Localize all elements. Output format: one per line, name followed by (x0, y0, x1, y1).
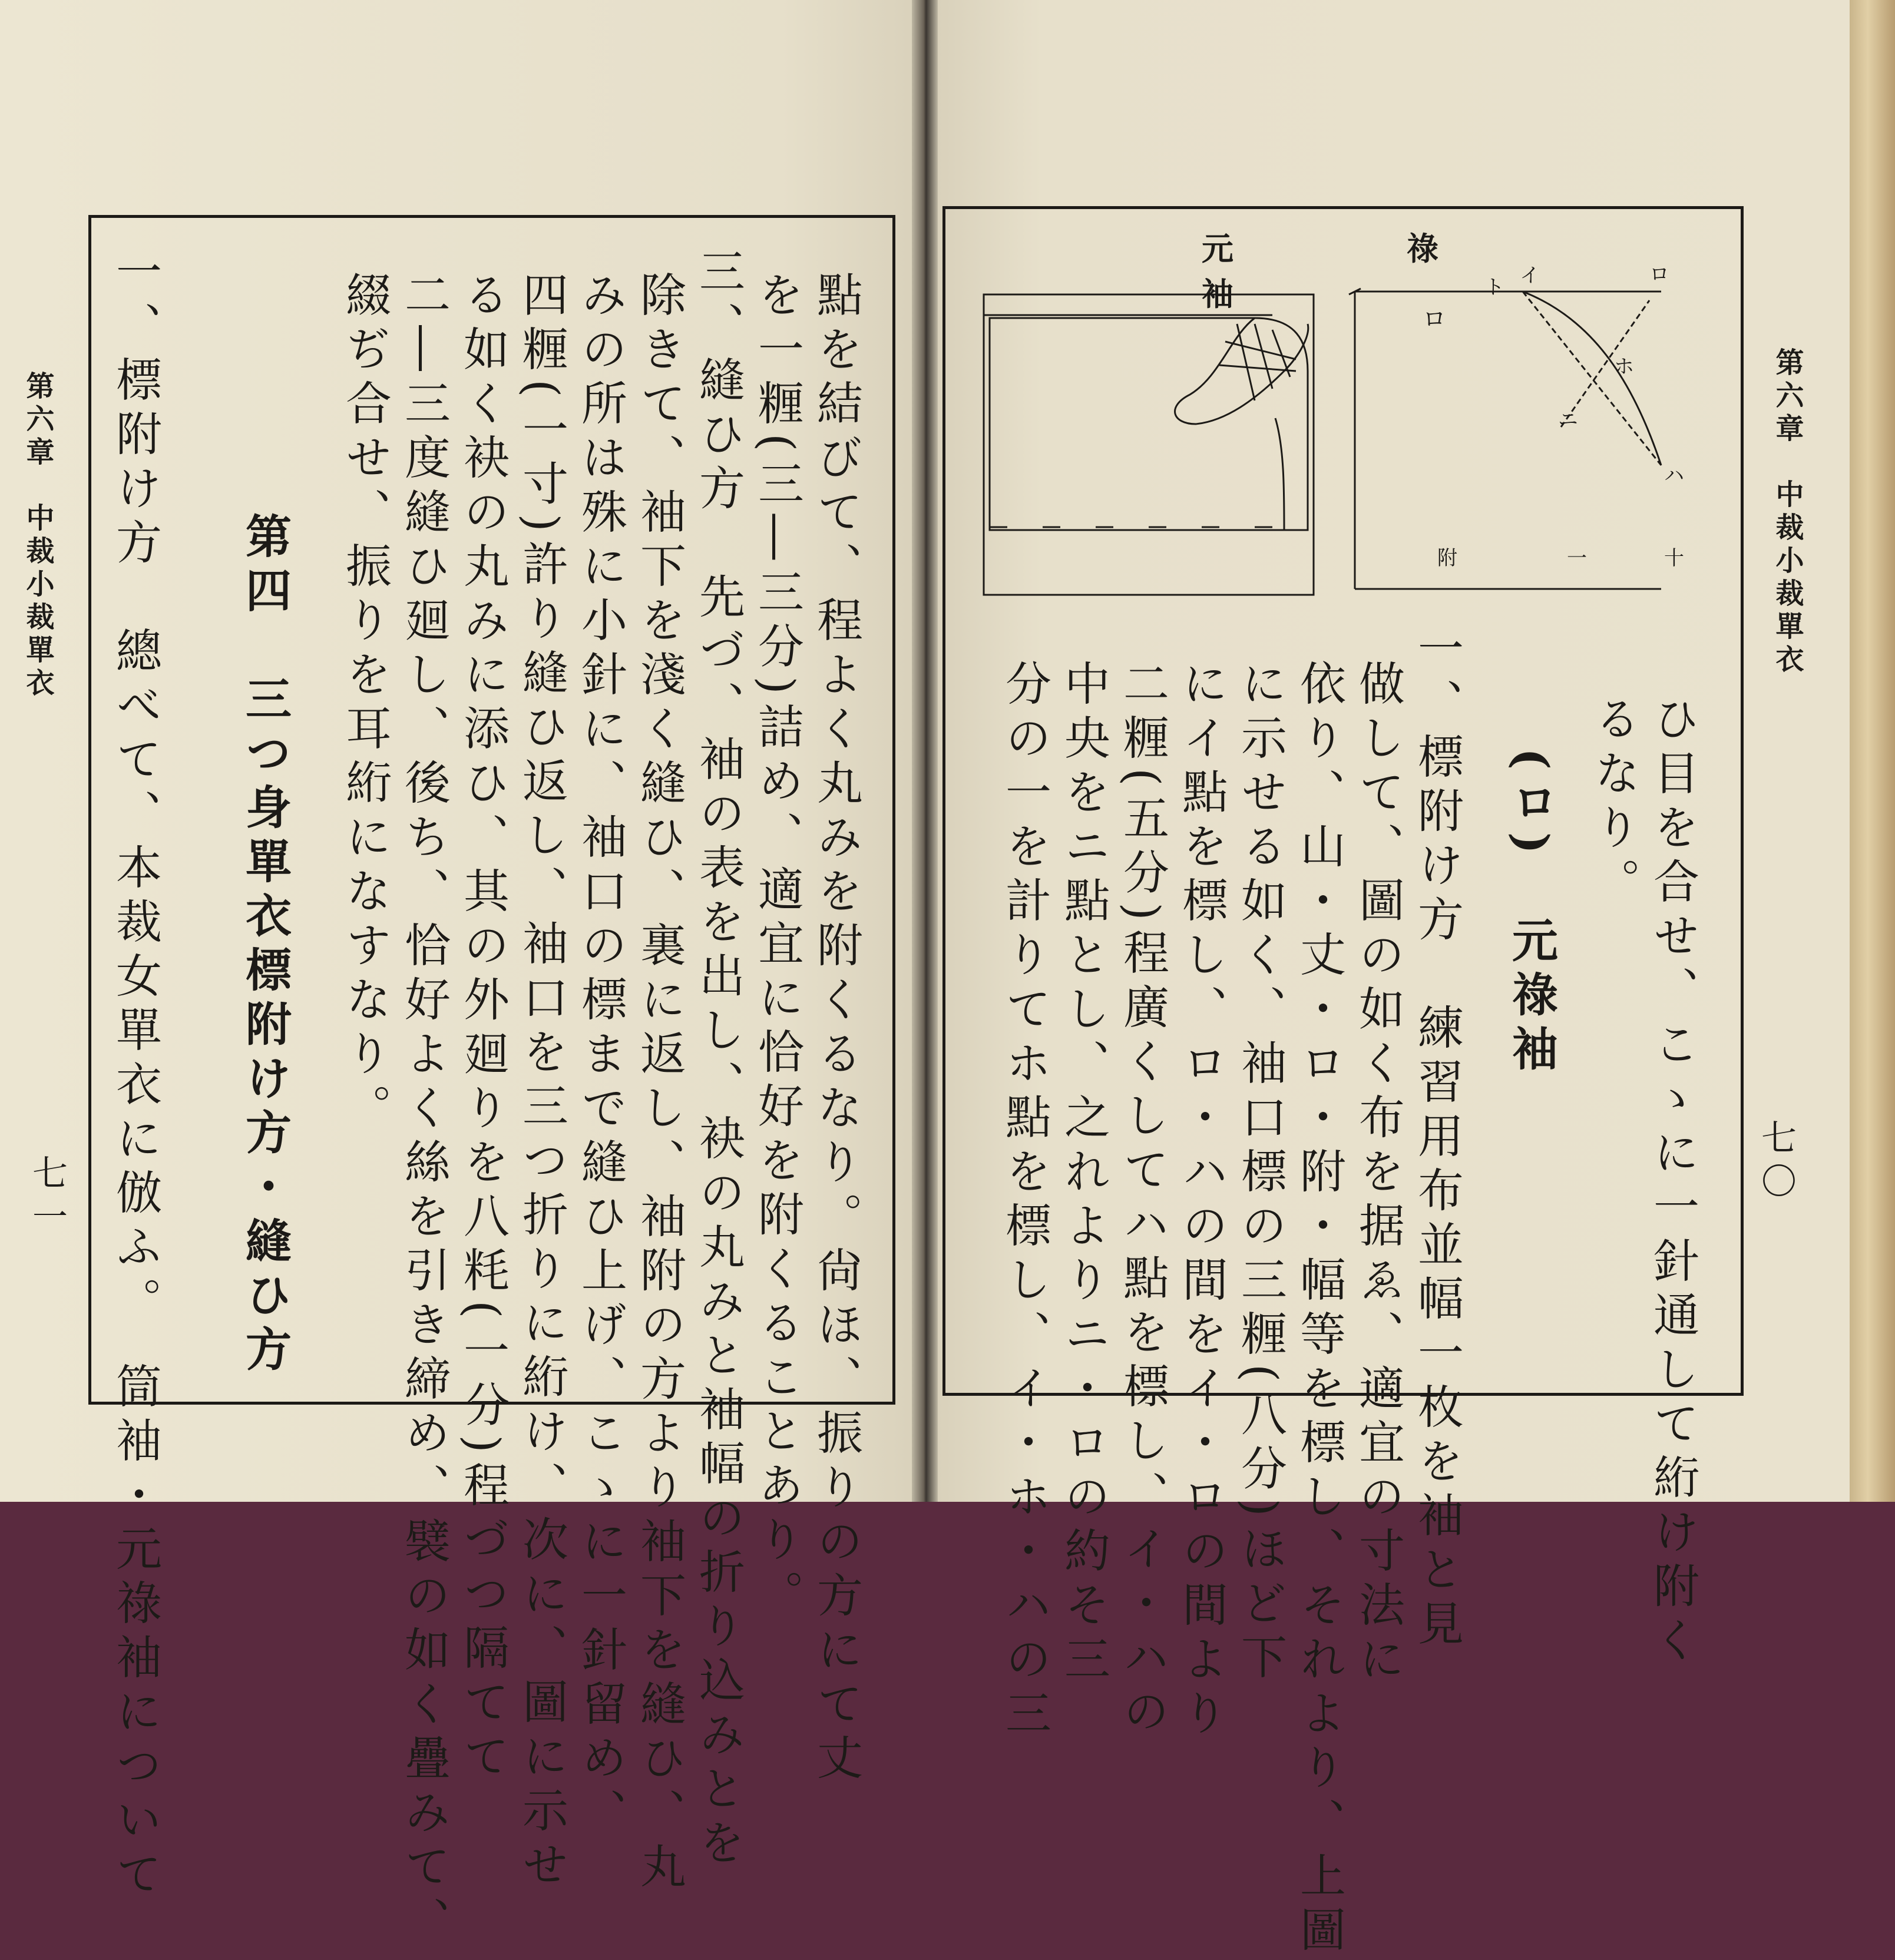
figure-label-ro-large: ロ (1423, 306, 1446, 333)
right-column-6: 依り、山・丈・ロ・附・幅等を標し、それより、上圖 (1292, 660, 1345, 1960)
left-column-4: 除きて、袖下を淺く縫ひ、裏に返し、袖附の方より袖下を縫ひ、丸 (633, 271, 686, 1896)
figure-label-to: ト (1484, 276, 1504, 299)
figure-label-tsuke: 附 (1437, 547, 1457, 570)
figure-label-ro: ロ (1649, 263, 1669, 286)
page-edge (1850, 0, 1895, 1502)
right-column-8: にイ點を標し、ロ・ハの間をイ・ロの間より (1175, 660, 1228, 1743)
left-column-5: みの所は殊に小針に、袖口の標まで縫ひ上げ、こゝに一針留め、 (574, 271, 627, 1842)
figure-label-juu: 十 (1664, 547, 1684, 570)
subsection-heading: (ロ) 元祿袖 (1504, 748, 1558, 1079)
right-column-5: 做して、圖の如く布を据ゑ、適宜の寸法に (1351, 660, 1404, 1689)
figure-title: 元 祿 袖 (1202, 230, 1612, 313)
figure-label-ichi: 一 (1567, 547, 1587, 570)
left-column-3: 三、縫ひ方 先づ、袖の表を出し、袂の丸みと袖幅の折り込みとを (692, 247, 745, 1873)
left-column-7: る如く袂の丸みに添ひ、其の外廻りを八粍(一分)程づつ隔てて (456, 271, 509, 1786)
right-column-1: ひ目を合せ、こゝに一針通して絎け附く (1646, 695, 1699, 1670)
left-column-6: 四糎(一寸)許り縫ひ返し、袖口を三つ折りに絎け、次に、圖に示せ (515, 271, 568, 1895)
right-column-2: るなり。 (1587, 695, 1640, 912)
sleeve-diagram (978, 224, 1696, 607)
section-heading: 第四 三つ身單衣標附け方・縫ひ方 (238, 512, 292, 1379)
right-column-4: 一、標附け方 練習用布並幅一枚を袖と見 (1410, 624, 1463, 1654)
right-column-9: 二糎(五分)程廣くしてハ點を標し、イ・ハの (1116, 660, 1169, 1742)
figure-label-i: イ (1520, 264, 1540, 287)
pattern-sketch (1349, 289, 1661, 589)
left-column-2: を一糎(三―三分)詰め、適宜に恰好を附くることあり。 (750, 271, 803, 1624)
folio-right: 七〇 (1755, 1119, 1797, 1206)
left-column-8: 二―三度縫ひ廻し、後ち、恰好よく絲を引き締め、襞の如く疊みて、 (397, 271, 450, 1951)
left-column-9: 綴ぢ合せ、振りを耳絎になすなり。 (338, 271, 391, 1138)
figure-label-ho: ホ (1614, 355, 1634, 379)
figure-label-ni: ニ (1558, 408, 1578, 432)
left-column-1: 點を結びて、程よく丸みを附くるなり。尙ほ、振りの方にて丈 (809, 271, 862, 1788)
running-head-left: 第六章 中裁小裁單衣 (21, 371, 54, 701)
left-section-column-1: 一、標附け方 總べて、本裁女單衣に倣ふ。 筒袖・元祿袖について (108, 247, 161, 1904)
figure-label-ha: ハ (1664, 464, 1684, 488)
book-gutter (912, 0, 938, 1502)
running-head-right: 第六章 中裁小裁單衣 (1771, 347, 1804, 677)
right-column-7: に示せる如く、袖口標の三糎(八分)ほど下 (1233, 660, 1287, 1687)
right-column-11: 分の一を計りてホ點を標し、イ・ホ・ハの三 (998, 660, 1051, 1743)
right-column-10: 中央をニ點とし、之れよりニ・ロの約そ三 (1057, 660, 1110, 1689)
sleeve-sketch (984, 294, 1314, 595)
folio-left: 七一 (27, 1154, 68, 1241)
